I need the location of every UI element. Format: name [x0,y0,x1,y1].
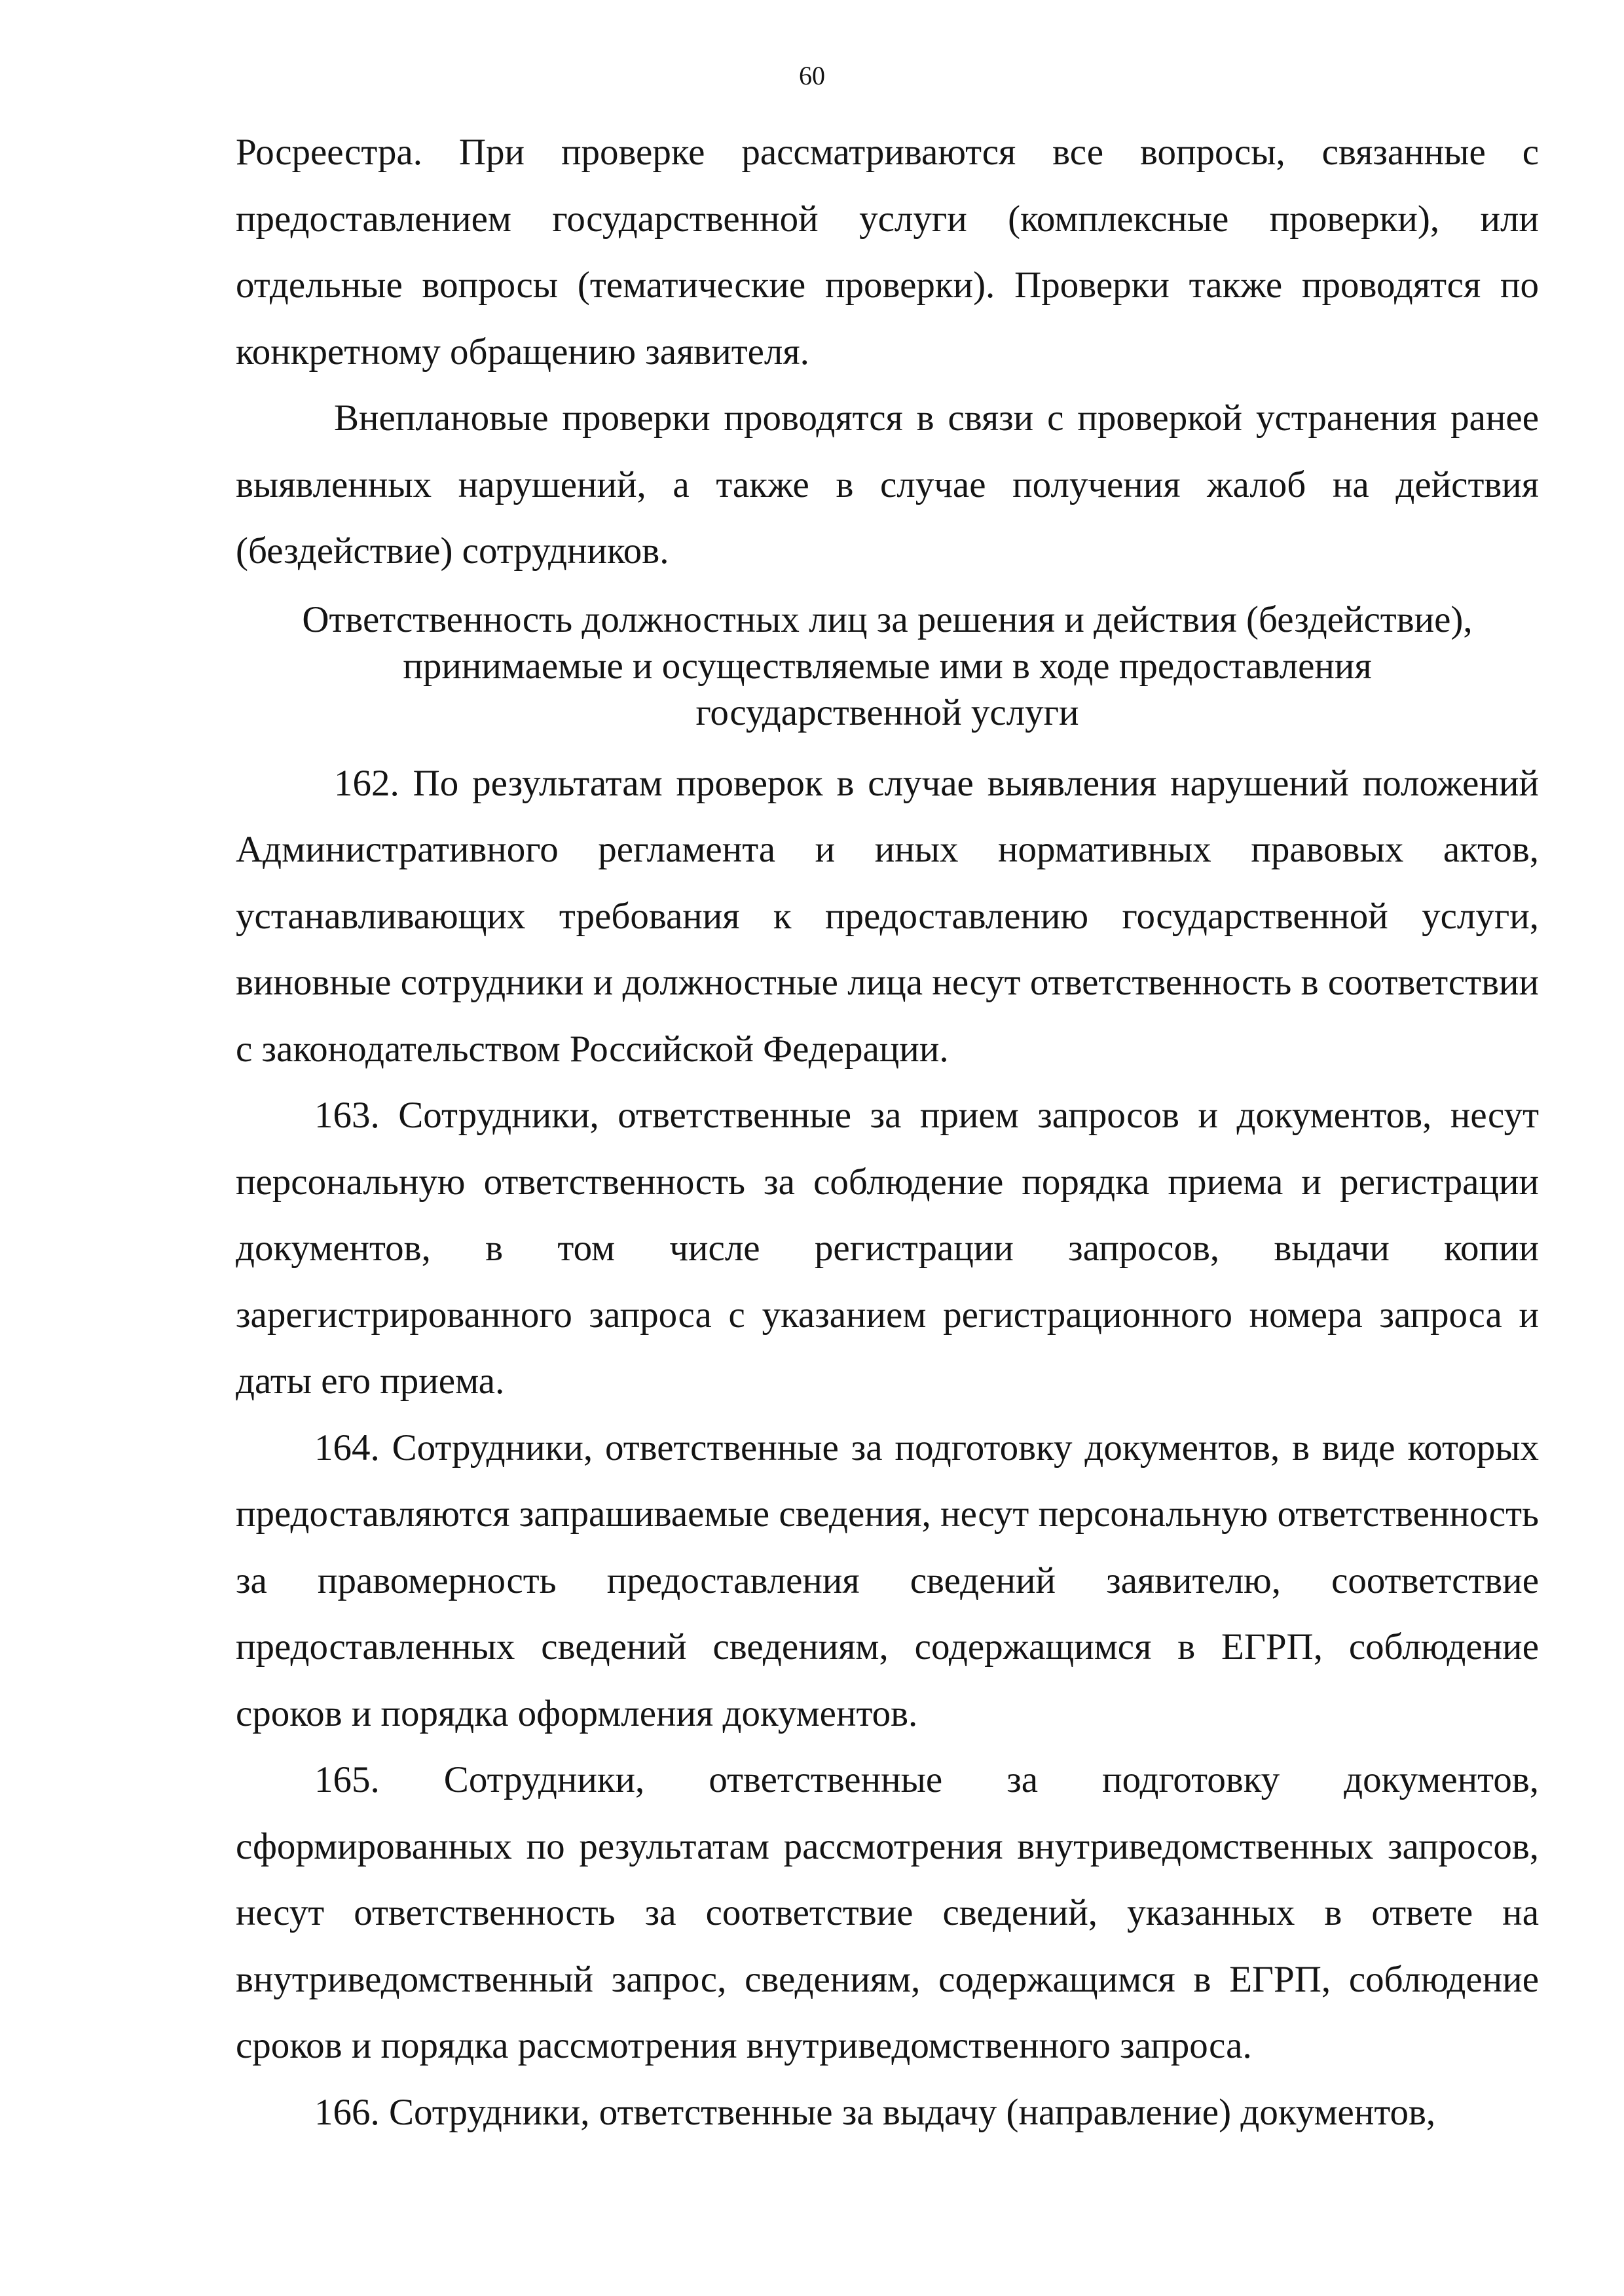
paragraph-164: 164. Сотрудники, ответственные за подготовку документов, в виде которых предоставляются запрашиваемые сведения, несут персональную ответственность за правомерность предоставления сведений заявителю, соответствие предоставленных сведений сведениям, содержащимся в ЕГРП, соблюдение сроков и порядка оформления документов. [236,1427,1539,1734]
paragraph-unscheduled-inspections: Внеплановые проверки проводятся в связи с проверкой устранения ранее выявленных нарушений, а также в случае получения жалоб на действия (бездействие) сотрудников. [236,397,1539,572]
paragraph-165: 165. Сотрудники, ответственные за подготовку документов, сформированных по результатам рассмотрения внутриведомственных запросов, несут ответственность за соответствие сведений, указанных в ответе на внутриведомственный запрос, сведениям, содержащимся в ЕГРП, соблюдение сроков и порядка рассмотрения внутриведомственного запроса. [236,1759,1539,2066]
paragraph-163: 163. Сотрудники, ответственные за прием запросов и документов, несут персональную ответственность за соблюдение порядка приема и регистрации документов, в том числе регистрации запросов, выдачи копии зарегистрированного запроса с указанием регистрационного номера запроса и даты его приема. [236,1095,1539,1402]
paragraph-162: 162. По результатам проверок в случае выявления нарушений положений Административного регламента и иных нормативных правовых актов, устанавливающих требования к предоставлению государственной услуги, виновные сотрудники и должностные лица несут ответственность в соответствии с законодательством Российской Федерации. [236,762,1539,1070]
document-body [236,119,1539,2145]
paragraph-rosreestr-inspections: Росреестра. При проверке рассматриваются все вопросы, связанные с предоставлением государственной услуги (комплексные проверки), или отдельные вопросы (тематические проверки). Проверки также проводятся по конкретному обращению заявителя. [236,132,1539,373]
section-heading-line: Ответственность должностных лиц за решения и действия (бездействие), [302,598,1473,640]
section-heading-line: государственной услуги [695,691,1079,733]
page-number: 60 [799,61,825,90]
section-heading [236,596,1539,736]
section-heading-line: принимаемые и осуществляемые ими в ходе предоставления [403,645,1372,687]
paragraph-166: 166. Сотрудники, ответственные за выдачу (направление) документов, [314,2091,1436,2133]
